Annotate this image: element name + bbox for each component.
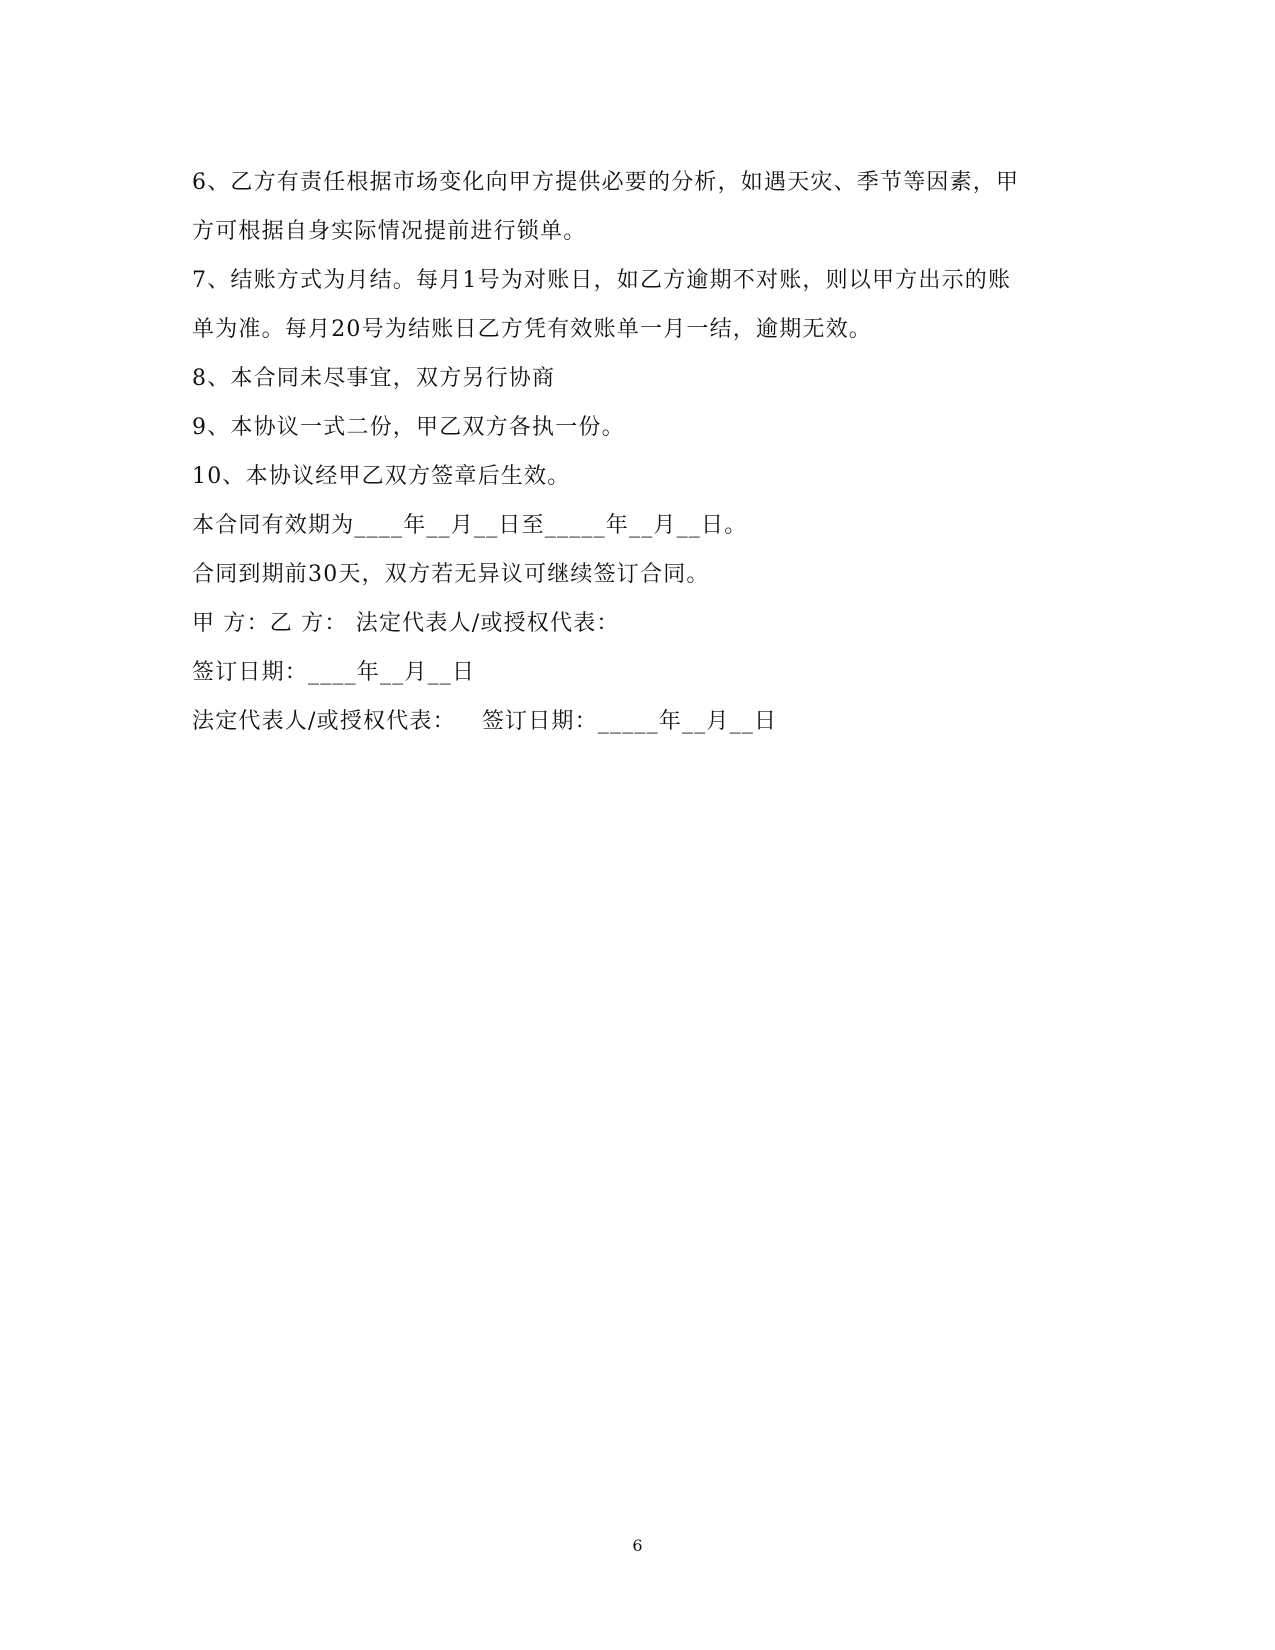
- clause-10: 10、本协议经甲乙双方签章后生效。: [192, 464, 571, 489]
- signing-date-2: 签订日期：_____年__月__日: [481, 709, 778, 734]
- contract-body: [192, 158, 1082, 746]
- clause-6-line-2: 方可根据自身实际情况提前进行锁单。: [192, 219, 587, 244]
- clause-7-line-1: 7、结账方式为月结。每月1号为对账日，如乙方逾期不对账，则以甲方出示的账: [192, 268, 1012, 293]
- parties-signature-line: 甲 方：乙 方： 法定代表人/或授权代表：: [192, 611, 620, 636]
- clause-6-line-1: 6、乙方有责任根据市场变化向甲方提供必要的分析，如遇天灾、季节等因素，甲: [192, 170, 1020, 195]
- renewal-clause: 合同到期前30天，双方若无异议可继续签订合同。: [192, 562, 710, 587]
- clause-8: 8、本合同未尽事宜，双方另行协商: [192, 366, 556, 391]
- clause-9: 9、本协议一式二份，甲乙双方各执一份。: [192, 415, 625, 440]
- signing-date-1: 签订日期：____年__月__日: [192, 660, 476, 685]
- page-number: 6: [632, 1536, 643, 1555]
- clause-7-line-2: 单为准。每月20号为结账日乙方凭有效账单一月一结，逾期无效。: [192, 317, 872, 342]
- representative-label: 法定代表人/或授权代表：: [192, 709, 456, 734]
- validity-period: 本合同有效期为____年__月__日至_____年__月__日。: [192, 513, 748, 538]
- representative-signing-line: [192, 697, 1082, 746]
